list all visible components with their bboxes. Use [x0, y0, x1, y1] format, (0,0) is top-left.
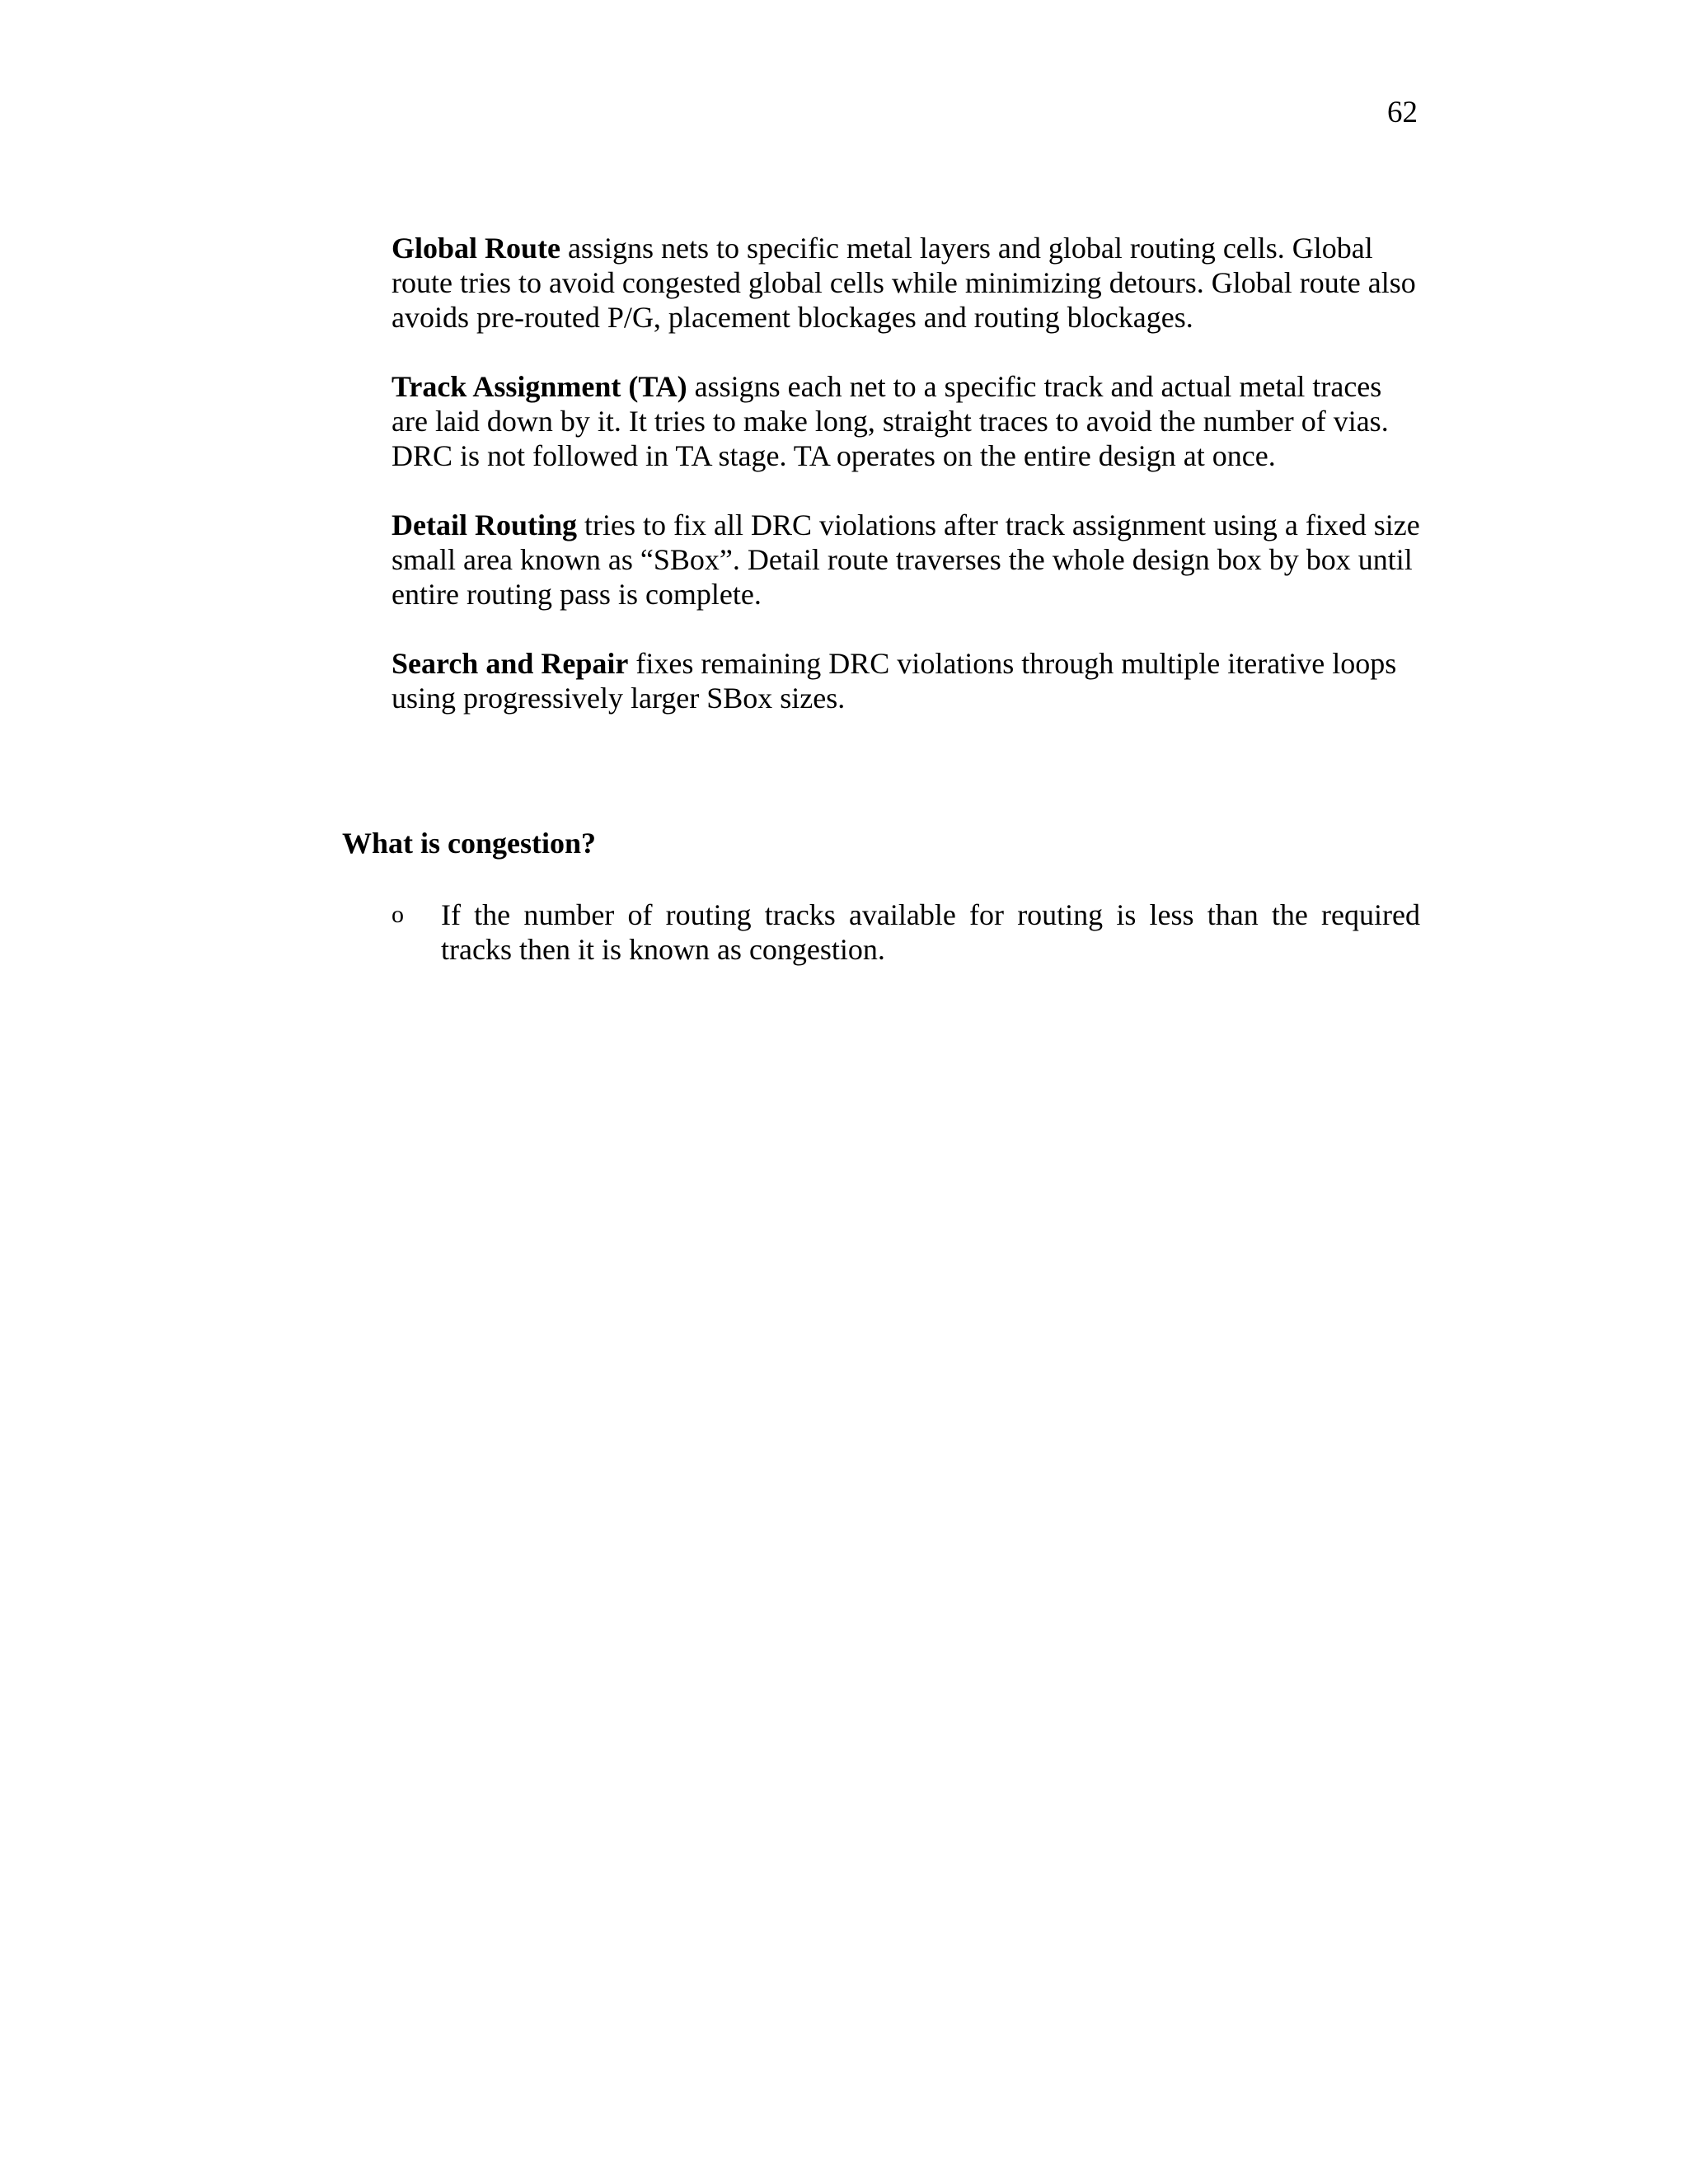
description-search-and-repair: fixes remaining DRC violations through multiple iterative loops using progressively larger SBox sizes.	[392, 647, 1397, 715]
bullet-marker: o	[392, 901, 404, 928]
description-global-route: assigns nets to specific metal layers and global routing cells. Global route tries to avoid congested global cells while minimizing detours. Global route also avoids pre-routed P/G, placement blockages and routing blockages.	[392, 232, 1416, 334]
description-detail-routing: tries to fix all DRC violations after track assignment using a fixed size small area known as “SBox”. Detail route traverses the whole design box by box until entire routing pass is complete.	[392, 509, 1420, 611]
list-item	[392, 898, 1420, 967]
paragraph-global-route	[392, 231, 1420, 335]
paragraph-search-and-repair	[392, 646, 1420, 715]
term-search-and-repair: Search and Repair	[392, 647, 629, 680]
term-global-route: Global Route	[392, 232, 561, 265]
congestion-bullet-list	[392, 898, 1420, 967]
term-track-assignment: Track Assignment (TA)	[392, 370, 687, 403]
description-track-assignment: assigns each net to a specific track and actual metal traces are laid down by it. It tries to make long, straight traces to avoid the number of vias. DRC is not followed in TA stage. TA operates on the entire design at once.	[392, 370, 1389, 472]
bullet-text: If the number of routing tracks available for routing is less than the required tracks then it is known as congestion.	[441, 898, 1420, 966]
paragraph-track-assignment	[392, 369, 1420, 473]
routing-stages-section	[392, 231, 1420, 750]
page-number: 62	[1387, 96, 1418, 129]
paragraph-detail-routing	[392, 508, 1420, 612]
section-heading: What is congestion?	[342, 827, 597, 860]
term-detail-routing: Detail Routing	[392, 509, 577, 541]
